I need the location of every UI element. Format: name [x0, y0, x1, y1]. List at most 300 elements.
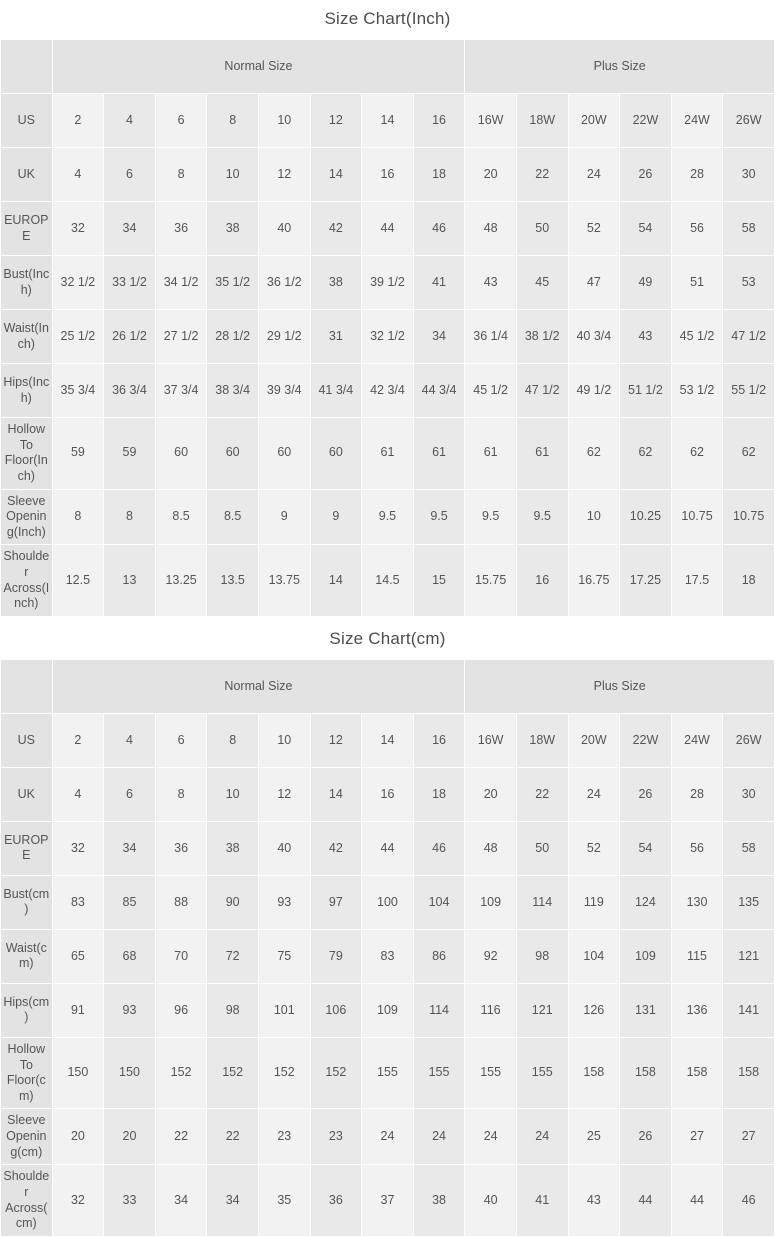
table-cell: 98	[207, 983, 259, 1037]
table-cell: 44	[671, 1165, 723, 1237]
table-cell: 152	[310, 1037, 362, 1109]
table-cell: 116	[465, 983, 517, 1037]
table-cell: 43	[465, 256, 517, 310]
table-cell: 104	[568, 929, 620, 983]
table-row	[1, 545, 775, 617]
table-cell: 30	[723, 148, 775, 202]
table-cell: 155	[516, 1037, 568, 1109]
table-cell: 54	[620, 202, 672, 256]
table-cell: 28	[671, 767, 723, 821]
table-cell: 59	[52, 418, 104, 490]
table-cell: 121	[516, 983, 568, 1037]
table-cell: 42 3/4	[362, 364, 414, 418]
table-cell: 32	[52, 202, 104, 256]
table-cell: 24	[362, 1109, 414, 1165]
table-cell: 48	[465, 821, 517, 875]
row-header-cell: Hips(Inch)	[1, 364, 53, 418]
table-cell: 2	[52, 94, 104, 148]
table-cell: 10	[207, 767, 259, 821]
table-cell: 131	[620, 983, 672, 1037]
table-cell: 4	[52, 767, 104, 821]
table-row	[1, 202, 775, 256]
table-cell: 126	[568, 983, 620, 1037]
table-cell: 25	[568, 1109, 620, 1165]
table-cell: 6	[155, 94, 207, 148]
table-cell: 109	[465, 875, 517, 929]
table-cell: 155	[413, 1037, 465, 1109]
table-cell: 44	[620, 1165, 672, 1237]
table-cell: 100	[362, 875, 414, 929]
table-header-row	[1, 40, 775, 94]
table-cell: 65	[52, 929, 104, 983]
table-cell: 22	[207, 1109, 259, 1165]
table-header-row	[1, 659, 775, 713]
table-cell: 34	[155, 1165, 207, 1237]
table-cell: 62	[620, 418, 672, 490]
table-cell: 55 1/2	[723, 364, 775, 418]
table-cell: 12	[310, 94, 362, 148]
table-cell: 6	[104, 148, 156, 202]
table-cell: 38	[207, 821, 259, 875]
table-cell: 18W	[516, 94, 568, 148]
table-cell: 8	[207, 713, 259, 767]
table-cell: 135	[723, 875, 775, 929]
table-cell: 6	[155, 713, 207, 767]
table-cell: 41	[516, 1165, 568, 1237]
table-cell: 49	[620, 256, 672, 310]
table-cell: 88	[155, 875, 207, 929]
table-cell: 152	[258, 1037, 310, 1109]
table-row	[1, 929, 775, 983]
table-cell: 46	[413, 821, 465, 875]
table-cell: 91	[52, 983, 104, 1037]
table-cell: 34	[104, 202, 156, 256]
table-cell: 43	[620, 310, 672, 364]
table-cell: 83	[362, 929, 414, 983]
table-cell: 9.5	[413, 489, 465, 545]
table-row	[1, 489, 775, 545]
table-cell: 9.5	[516, 489, 568, 545]
table-cell: 16	[516, 545, 568, 617]
table-cell: 56	[671, 202, 723, 256]
table-cell: 35 1/2	[207, 256, 259, 310]
table-cell: 130	[671, 875, 723, 929]
table-cell: 48	[465, 202, 517, 256]
table-cell: 93	[104, 983, 156, 1037]
table-cell: 8.5	[207, 489, 259, 545]
table-cell: 4	[104, 713, 156, 767]
table-cell: 16.75	[568, 545, 620, 617]
table-cell: 15	[413, 545, 465, 617]
table-cell: 45 1/2	[671, 310, 723, 364]
table-row	[1, 310, 775, 364]
group-header-plus-size: Plus Size	[465, 40, 775, 94]
table-cell: 44	[362, 821, 414, 875]
table-cell: 24	[516, 1109, 568, 1165]
table-cell: 104	[413, 875, 465, 929]
table-cell: 20	[465, 148, 517, 202]
table-cell: 61	[516, 418, 568, 490]
table-cell: 38	[413, 1165, 465, 1237]
table-cell: 14	[362, 94, 414, 148]
table-cell: 33 1/2	[104, 256, 156, 310]
table-corner-cell	[1, 659, 53, 713]
table-cell: 28 1/2	[207, 310, 259, 364]
row-header-cell: US	[1, 94, 53, 148]
table-cell: 39 1/2	[362, 256, 414, 310]
table-cell: 13.75	[258, 545, 310, 617]
table-cell: 16	[362, 767, 414, 821]
table-cell: 14	[310, 148, 362, 202]
table-row	[1, 875, 775, 929]
table-row	[1, 1109, 775, 1165]
table-cell: 61	[362, 418, 414, 490]
table-cell: 42	[310, 202, 362, 256]
table-cell: 155	[465, 1037, 517, 1109]
table-cell: 38	[310, 256, 362, 310]
table-cell: 155	[362, 1037, 414, 1109]
row-header-cell: Shoulder Across(Inch)	[1, 545, 53, 617]
table-cell: 20W	[568, 94, 620, 148]
table-cell: 47 1/2	[516, 364, 568, 418]
table-cell: 14.5	[362, 545, 414, 617]
table-cell: 45	[516, 256, 568, 310]
table-cell: 36 1/2	[258, 256, 310, 310]
table-row	[1, 821, 775, 875]
row-header-cell: UK	[1, 148, 53, 202]
table-cell: 98	[516, 929, 568, 983]
table-cell: 14	[310, 545, 362, 617]
table-cell: 13	[104, 545, 156, 617]
table-cell: 36 3/4	[104, 364, 156, 418]
table-cell: 115	[671, 929, 723, 983]
table-row	[1, 767, 775, 821]
table-row	[1, 983, 775, 1037]
table-cell: 20	[52, 1109, 104, 1165]
table-cell: 44 3/4	[413, 364, 465, 418]
table-cell: 53 1/2	[671, 364, 723, 418]
table-cell: 26	[620, 148, 672, 202]
table-cell: 20W	[568, 713, 620, 767]
table-cell: 26 1/2	[104, 310, 156, 364]
table-cell: 62	[723, 418, 775, 490]
table-cell: 52	[568, 202, 620, 256]
table-cell: 22W	[620, 94, 672, 148]
table-cell: 47 1/2	[723, 310, 775, 364]
table-cell: 16W	[465, 94, 517, 148]
table-cell: 53	[723, 256, 775, 310]
row-header-cell: Shoulder Across(cm)	[1, 1165, 53, 1237]
table-cell: 24	[568, 767, 620, 821]
table-cell: 31	[310, 310, 362, 364]
table-cell: 45 1/2	[465, 364, 517, 418]
table-cell: 61	[465, 418, 517, 490]
table-cell: 51	[671, 256, 723, 310]
group-header-normal-size: Normal Size	[52, 40, 465, 94]
table-cell: 10.75	[671, 489, 723, 545]
table-cell: 13.25	[155, 545, 207, 617]
table-row	[1, 1037, 775, 1109]
table-cell: 28	[671, 148, 723, 202]
table-cell: 36 1/4	[465, 310, 517, 364]
size-chart-table	[0, 659, 775, 1237]
table-cell: 10	[568, 489, 620, 545]
table-cell: 9	[310, 489, 362, 545]
table-cell: 14	[362, 713, 414, 767]
table-cell: 37	[362, 1165, 414, 1237]
table-cell: 6	[104, 767, 156, 821]
table-cell: 43	[568, 1165, 620, 1237]
row-header-cell: Sleeve Opening(cm)	[1, 1109, 53, 1165]
table-cell: 16W	[465, 713, 517, 767]
table-cell: 62	[671, 418, 723, 490]
row-header-cell: Sleeve Opening(Inch)	[1, 489, 53, 545]
table-cell: 32 1/2	[52, 256, 104, 310]
table-cell: 119	[568, 875, 620, 929]
table-cell: 114	[516, 875, 568, 929]
table-cell: 14	[310, 767, 362, 821]
table-cell: 24W	[671, 94, 723, 148]
chart-title: Size Chart(cm)	[0, 620, 775, 659]
table-cell: 96	[155, 983, 207, 1037]
table-cell: 27	[671, 1109, 723, 1165]
table-cell: 16	[413, 94, 465, 148]
chart-title: Size Chart(Inch)	[0, 0, 775, 39]
table-cell: 152	[155, 1037, 207, 1109]
table-cell: 136	[671, 983, 723, 1037]
table-cell: 20	[465, 767, 517, 821]
table-cell: 22W	[620, 713, 672, 767]
table-cell: 97	[310, 875, 362, 929]
table-cell: 26	[620, 1109, 672, 1165]
table-cell: 30	[723, 767, 775, 821]
table-cell: 40	[465, 1165, 517, 1237]
table-cell: 24W	[671, 713, 723, 767]
table-cell: 47	[568, 256, 620, 310]
row-header-cell: UK	[1, 767, 53, 821]
row-header-cell: Hips(cm)	[1, 983, 53, 1037]
table-cell: 15.75	[465, 545, 517, 617]
table-cell: 8.5	[155, 489, 207, 545]
table-cell: 150	[104, 1037, 156, 1109]
table-cell: 61	[413, 418, 465, 490]
table-cell: 8	[52, 489, 104, 545]
table-cell: 54	[620, 821, 672, 875]
table-cell: 41	[413, 256, 465, 310]
row-header-cell: EUROPE	[1, 821, 53, 875]
table-cell: 90	[207, 875, 259, 929]
table-cell: 18	[413, 148, 465, 202]
table-cell: 18W	[516, 713, 568, 767]
table-cell: 158	[671, 1037, 723, 1109]
table-cell: 70	[155, 929, 207, 983]
table-corner-cell	[1, 40, 53, 94]
table-cell: 10.25	[620, 489, 672, 545]
table-cell: 16	[413, 713, 465, 767]
table-cell: 49 1/2	[568, 364, 620, 418]
table-cell: 56	[671, 821, 723, 875]
table-cell: 68	[104, 929, 156, 983]
table-cell: 38 1/2	[516, 310, 568, 364]
size-chart-table	[0, 39, 775, 617]
table-cell: 150	[52, 1037, 104, 1109]
table-cell: 26W	[723, 94, 775, 148]
table-cell: 24	[413, 1109, 465, 1165]
table-cell: 106	[310, 983, 362, 1037]
table-cell: 158	[620, 1037, 672, 1109]
table-cell: 83	[52, 875, 104, 929]
table-cell: 60	[207, 418, 259, 490]
table-cell: 13.5	[207, 545, 259, 617]
table-cell: 36	[310, 1165, 362, 1237]
table-cell: 79	[310, 929, 362, 983]
table-cell: 152	[207, 1037, 259, 1109]
table-cell: 16	[362, 148, 414, 202]
table-row	[1, 418, 775, 490]
table-cell: 9.5	[465, 489, 517, 545]
table-cell: 36	[155, 821, 207, 875]
table-cell: 46	[723, 1165, 775, 1237]
table-row	[1, 1165, 775, 1237]
table-cell: 38 3/4	[207, 364, 259, 418]
table-cell: 39 3/4	[258, 364, 310, 418]
table-cell: 23	[310, 1109, 362, 1165]
table-cell: 60	[258, 418, 310, 490]
table-cell: 34	[104, 821, 156, 875]
table-cell: 10	[258, 713, 310, 767]
table-cell: 34	[413, 310, 465, 364]
row-header-cell: Waist(Inch)	[1, 310, 53, 364]
table-cell: 93	[258, 875, 310, 929]
group-header-plus-size: Plus Size	[465, 659, 775, 713]
row-header-cell: Bust(Inch)	[1, 256, 53, 310]
table-cell: 35	[258, 1165, 310, 1237]
table-cell: 46	[413, 202, 465, 256]
table-cell: 60	[310, 418, 362, 490]
table-cell: 101	[258, 983, 310, 1037]
table-cell: 44	[362, 202, 414, 256]
table-cell: 34	[207, 1165, 259, 1237]
table-row	[1, 256, 775, 310]
table-cell: 22	[516, 767, 568, 821]
table-cell: 50	[516, 202, 568, 256]
table-cell: 121	[723, 929, 775, 983]
table-cell: 32	[52, 1165, 104, 1237]
table-cell: 8	[155, 767, 207, 821]
table-cell: 59	[104, 418, 156, 490]
table-cell: 38	[207, 202, 259, 256]
row-header-cell: Bust(cm)	[1, 875, 53, 929]
table-cell: 42	[310, 821, 362, 875]
table-cell: 22	[155, 1109, 207, 1165]
table-cell: 25 1/2	[52, 310, 104, 364]
table-cell: 10	[207, 148, 259, 202]
table-cell: 4	[52, 148, 104, 202]
table-cell: 18	[413, 767, 465, 821]
table-cell: 18	[723, 545, 775, 617]
table-row	[1, 148, 775, 202]
table-cell: 2	[52, 713, 104, 767]
table-cell: 23	[258, 1109, 310, 1165]
table-cell: 32	[52, 821, 104, 875]
table-cell: 109	[620, 929, 672, 983]
table-cell: 9.5	[362, 489, 414, 545]
table-cell: 58	[723, 821, 775, 875]
table-cell: 33	[104, 1165, 156, 1237]
table-cell: 20	[104, 1109, 156, 1165]
table-cell: 92	[465, 929, 517, 983]
table-cell: 24	[465, 1109, 517, 1165]
table-cell: 114	[413, 983, 465, 1037]
row-header-cell: Waist(cm)	[1, 929, 53, 983]
table-cell: 58	[723, 202, 775, 256]
table-cell: 141	[723, 983, 775, 1037]
table-cell: 62	[568, 418, 620, 490]
table-cell: 17.25	[620, 545, 672, 617]
table-cell: 17.5	[671, 545, 723, 617]
table-cell: 29 1/2	[258, 310, 310, 364]
table-cell: 12	[258, 767, 310, 821]
table-cell: 40 3/4	[568, 310, 620, 364]
table-cell: 12.5	[52, 545, 104, 617]
table-row	[1, 94, 775, 148]
table-cell: 72	[207, 929, 259, 983]
table-cell: 8	[207, 94, 259, 148]
row-header-cell: Hollow To Floor(cm)	[1, 1037, 53, 1109]
row-header-cell: EUROPE	[1, 202, 53, 256]
row-header-cell: Hollow To Floor(Inch)	[1, 418, 53, 490]
table-cell: 27 1/2	[155, 310, 207, 364]
table-cell: 34 1/2	[155, 256, 207, 310]
table-cell: 85	[104, 875, 156, 929]
group-header-normal-size: Normal Size	[52, 659, 465, 713]
table-row	[1, 364, 775, 418]
table-cell: 22	[516, 148, 568, 202]
row-header-cell: US	[1, 713, 53, 767]
table-cell: 52	[568, 821, 620, 875]
table-cell: 158	[568, 1037, 620, 1109]
table-cell: 26W	[723, 713, 775, 767]
table-cell: 50	[516, 821, 568, 875]
table-cell: 10	[258, 94, 310, 148]
table-row	[1, 713, 775, 767]
table-cell: 158	[723, 1037, 775, 1109]
table-cell: 24	[568, 148, 620, 202]
table-cell: 9	[258, 489, 310, 545]
table-cell: 10.75	[723, 489, 775, 545]
table-cell: 60	[155, 418, 207, 490]
table-cell: 40	[258, 821, 310, 875]
table-cell: 8	[155, 148, 207, 202]
table-cell: 124	[620, 875, 672, 929]
table-cell: 4	[104, 94, 156, 148]
table-cell: 51 1/2	[620, 364, 672, 418]
table-cell: 40	[258, 202, 310, 256]
table-cell: 12	[310, 713, 362, 767]
table-cell: 41 3/4	[310, 364, 362, 418]
table-cell: 32 1/2	[362, 310, 414, 364]
table-cell: 109	[362, 983, 414, 1037]
table-cell: 12	[258, 148, 310, 202]
table-cell: 8	[104, 489, 156, 545]
table-cell: 75	[258, 929, 310, 983]
table-cell: 86	[413, 929, 465, 983]
table-cell: 27	[723, 1109, 775, 1165]
table-cell: 35 3/4	[52, 364, 104, 418]
table-cell: 36	[155, 202, 207, 256]
table-cell: 37 3/4	[155, 364, 207, 418]
table-cell: 26	[620, 767, 672, 821]
